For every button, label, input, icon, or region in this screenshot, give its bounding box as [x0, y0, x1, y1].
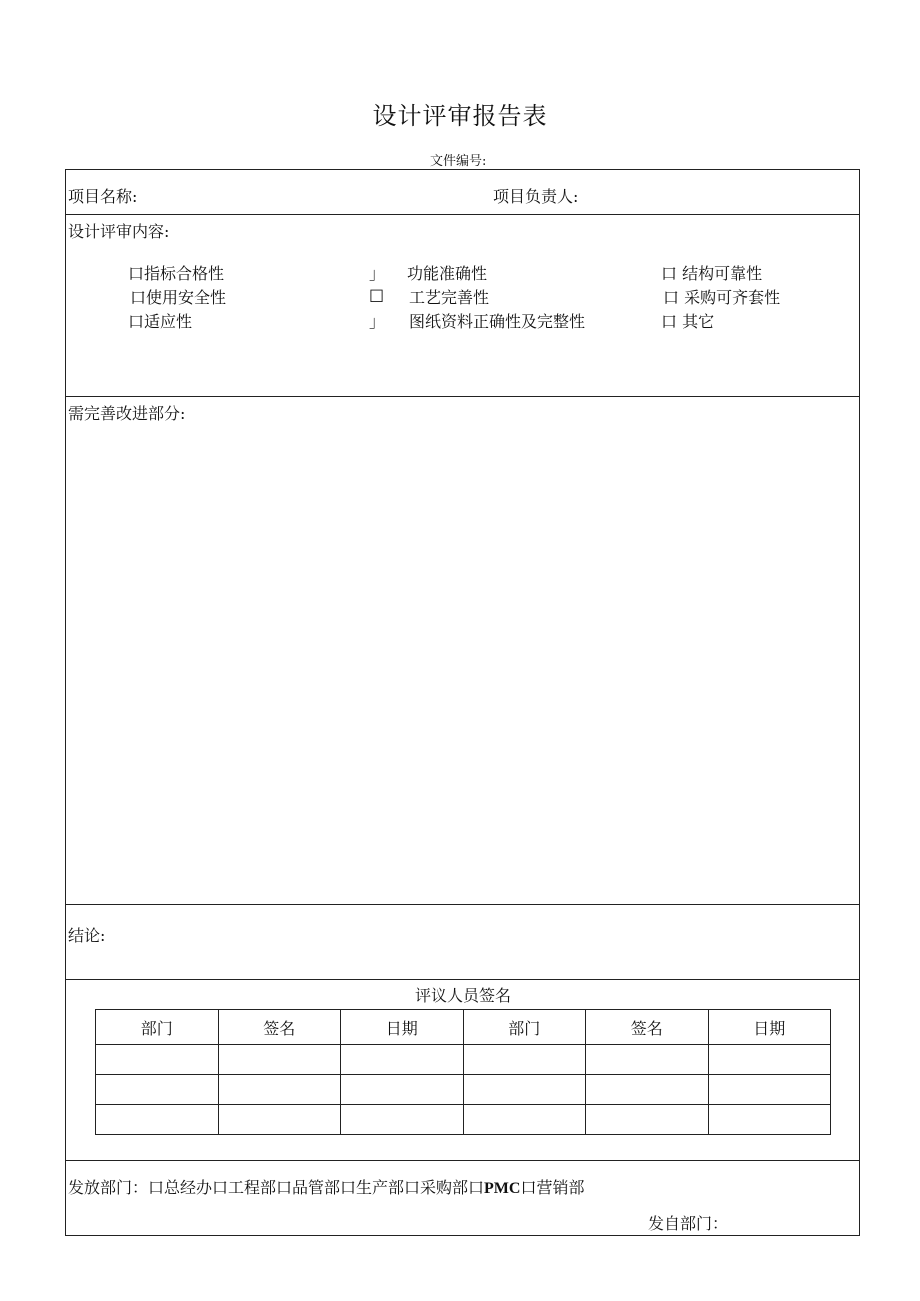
option-checkbox-mark[interactable]: □ — [369, 285, 385, 304]
option-indicator-compliance[interactable]: 口指标合格性 — [128, 264, 225, 283]
option-checkbox-mark[interactable]: 」 — [369, 264, 386, 283]
project-name-label: 项目名称: — [68, 187, 138, 206]
option-function-accuracy: 功能准确性 — [407, 264, 488, 283]
signature-cell[interactable] — [586, 1045, 709, 1075]
option-process-completeness: 工艺完善性 — [409, 288, 490, 307]
signature-header-row — [96, 1010, 831, 1045]
signature-cell[interactable] — [341, 1045, 464, 1075]
divider — [65, 214, 860, 215]
signature-cell[interactable] — [463, 1075, 586, 1105]
signature-cell[interactable] — [463, 1105, 586, 1135]
signature-cell[interactable] — [463, 1045, 586, 1075]
signature-cell[interactable] — [341, 1105, 464, 1135]
signature-cell[interactable] — [96, 1075, 219, 1105]
header-date: 日期 — [708, 1010, 831, 1045]
option-drawing-correctness: 图纸资料正确性及完整性 — [409, 312, 586, 331]
table-row — [96, 1105, 831, 1135]
distribution-pmc: PMC — [484, 1180, 521, 1197]
option-purchase-completeness[interactable]: 口 采购可齐套性 — [663, 288, 781, 307]
improvement-label: 需完善改进部分: — [68, 404, 186, 423]
signature-title: 评议人员签名 — [414, 986, 511, 1005]
project-owner-label: 项目负责人: — [493, 187, 579, 206]
option-adaptability[interactable]: 口适应性 — [128, 312, 193, 331]
option-checkbox-mark[interactable]: 」 — [369, 312, 386, 331]
issuing-dept-label: 发自部门： — [648, 1214, 729, 1233]
table-row — [96, 1045, 831, 1075]
header-department: 部门 — [463, 1010, 586, 1045]
conclusion-label: 结论: — [68, 926, 106, 945]
signature-cell[interactable] — [341, 1075, 464, 1105]
signature-table — [95, 1009, 831, 1135]
signature-cell[interactable] — [708, 1075, 831, 1105]
option-other[interactable]: 口 其它 — [661, 312, 715, 331]
header-signature: 签名 — [218, 1010, 341, 1045]
divider — [65, 1160, 860, 1161]
divider — [65, 979, 860, 980]
signature-cell[interactable] — [586, 1075, 709, 1105]
header-department: 部门 — [96, 1010, 219, 1045]
signature-cell[interactable] — [586, 1105, 709, 1135]
distribution-suffix: 口营销部 — [520, 1178, 585, 1197]
table-row — [96, 1075, 831, 1105]
header-signature: 签名 — [586, 1010, 709, 1045]
distribution-prefix: 发放部门：口总经办口工程部口品管部口生产部口采购部口 — [68, 1178, 485, 1197]
signature-cell[interactable] — [218, 1105, 341, 1135]
option-structure-reliability[interactable]: 口 结构可靠性 — [661, 264, 763, 283]
signature-cell[interactable] — [96, 1105, 219, 1135]
divider — [65, 904, 860, 905]
signature-cell[interactable] — [96, 1045, 219, 1075]
signature-cell[interactable] — [708, 1045, 831, 1075]
signature-cell[interactable] — [218, 1045, 341, 1075]
form-title: 设计评审报告表 — [372, 102, 548, 130]
header-date: 日期 — [341, 1010, 464, 1045]
option-usage-safety[interactable]: 口使用安全性 — [130, 288, 227, 307]
signature-cell[interactable] — [218, 1075, 341, 1105]
divider — [65, 396, 860, 397]
signature-cell[interactable] — [708, 1105, 831, 1135]
doc-number-label: 文件编号: — [430, 154, 487, 169]
distribution-line — [68, 1175, 584, 1198]
review-content-label: 设计评审内容: — [68, 222, 170, 241]
